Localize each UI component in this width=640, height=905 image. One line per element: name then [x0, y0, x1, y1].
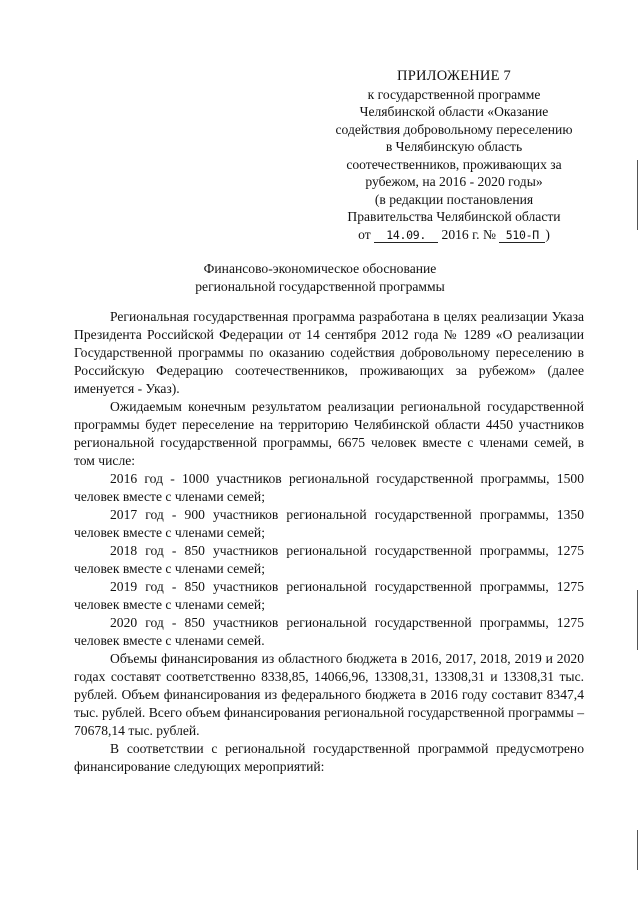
from-prefix: от	[358, 226, 371, 242]
appendix-line: содействия добровольному переселению	[335, 121, 573, 137]
scan-edge-mark	[637, 590, 638, 650]
appendix-line: Правительства Челябинской области	[347, 209, 561, 224]
paragraph-funding: Объемы финансирования из областного бюджета в 2016, 2017, 2018, 2019 и 2020 годах составят соответственно 8338,85, 14066,96, 13308,31, 13308,31 и 13308,31 тыс. рублей. Объем финансирования из федерального бюджета в 2016 году составит 8347,4 тыс. рублей. Всего объем финансирования региональной государственной программы – 70678,14 тыс. рублей.	[74, 651, 584, 738]
handwritten-date: 14.09.	[374, 228, 438, 243]
paragraph-year-2019: 2019 год - 850 участников региональной государственной программы, 1275 человек вместе с членами семей;	[74, 579, 584, 612]
paragraph-year-2016: 2016 год - 1000 участников региональной государственной программы, 1500 человек вместе с членами семей;	[74, 471, 584, 504]
appendix-line: соотечественников, проживающих за	[346, 156, 562, 172]
appendix-line: Челябинской области «Оказание	[359, 104, 549, 119]
scan-edge-mark	[637, 830, 638, 870]
paragraph-year-2018: 2018 год - 850 участников региональной государственной программы, 1275 человек вместе с членами семей;	[74, 543, 584, 576]
appendix-line: рубежом, на 2016 - 2020 годы»	[365, 174, 543, 189]
paragraph-measures: В соответствии с региональной государственной программой предусмотрено финансирование следующих мероприятий:	[74, 741, 584, 774]
paragraph-decree: Региональная государственная программа разработана в целях реализации Указа Президента Российской Федерации от 14 сентября 2012 года № 1289 «О реализации Государственной программы по оказанию содействия добровольному переселению в Российскую Федерацию соотечественников, проживающих за рубежом» (далее именуется - Указ).	[74, 309, 584, 396]
appendix-line: (в редакции постановления	[374, 191, 534, 207]
closing-paren: )	[545, 226, 550, 242]
appendix-header	[318, 68, 590, 243]
paragraph-year-2017: 2017 год - 900 участников региональной государственной программы, 1350 человек вместе с членами семей;	[74, 507, 584, 540]
year-number-text: 2016 г. №	[441, 226, 496, 242]
paragraph-expected-result: Ожидаемым конечным результатом реализации региональной государственной программы будет переселение на территорию Челябинской области 4450 участников региональной государственной программы, 6675 человек вместе с членами семей, в том числе:	[74, 399, 584, 468]
scan-edge-mark	[637, 160, 638, 230]
appendix-line: в Челябинскую область	[385, 139, 523, 154]
handwritten-number: 510-П	[499, 228, 545, 243]
appendix-line: к государственной программе	[367, 86, 541, 102]
appendix-title: ПРИЛОЖЕНИЕ 7	[397, 68, 511, 84]
resolution-date-line	[318, 226, 590, 244]
paragraph-year-2020: 2020 год - 850 участников региональной государственной программы, 1275 человек вместе с членами семей.	[74, 615, 584, 648]
heading-line-2: региональной государственной программы	[195, 278, 445, 294]
heading-line-1: Финансово-экономическое обоснование	[203, 261, 437, 276]
document-heading	[0, 260, 640, 295]
document-body	[74, 308, 584, 776]
